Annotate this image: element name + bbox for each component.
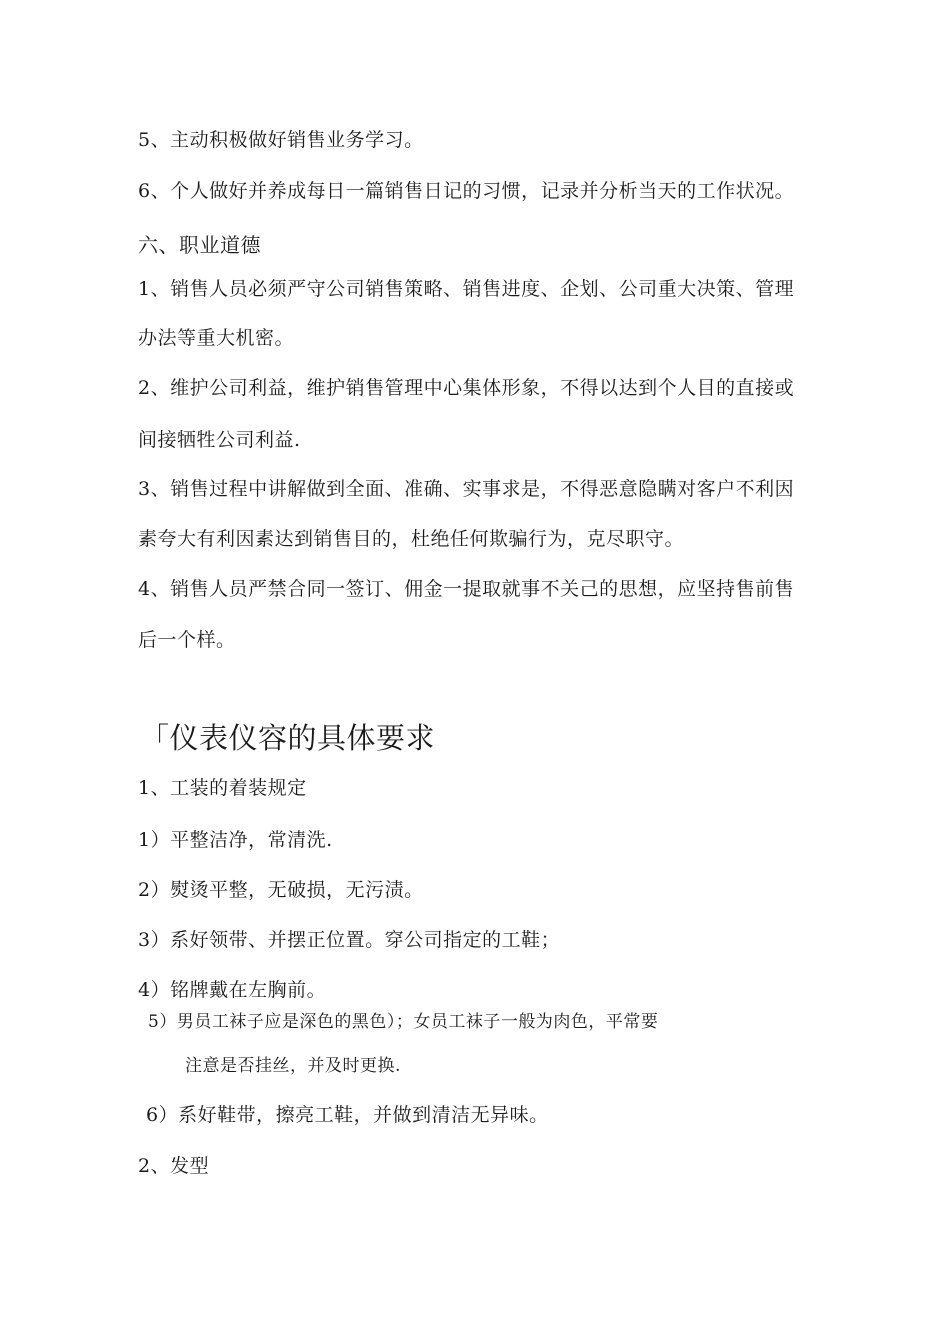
uniform-rule-3: 3）系好领带、并摆正位置。穿公司指定的工鞋；: [138, 929, 561, 951]
ethics-item-4-line-1: 4、销售人员严禁合同一签订、佣金一提取就事不关己的思想，应坚持售前售: [138, 578, 795, 600]
section-heading-ethics: 六、职业道德: [138, 233, 261, 257]
subheading-uniform: 1、工装的着装规定: [138, 777, 307, 799]
uniform-rule-5-line-1: 5）男员工袜子应是深色的黑色）；女员工袜子一般为肉色，平常要: [148, 1012, 659, 1032]
ethics-item-2-line-1: 2、维护公司利益，维护销售管理中心集体形象，不得以达到个人目的直接或: [138, 377, 795, 399]
uniform-rule-6: 6）系好鞋带，擦亮工鞋，并做到清洁无异味。: [146, 1104, 549, 1126]
ethics-item-1-line-1: 1、销售人员必须严守公司销售策略、销售进度、企划、公司重大决策、管理: [138, 278, 795, 300]
section-heading-appearance: 「仪表仪容的具体要求: [140, 721, 436, 755]
ethics-item-3-line-2: 素夸大有利因素达到销售目的，杜绝任何欺骗行为，克尽职守。: [138, 528, 685, 550]
uniform-rule-1: 1）平整洁净，常清洗.: [138, 829, 333, 851]
subheading-hairstyle: 2、发型: [138, 1155, 210, 1177]
list-item-sales-diary: 6、个人做好并养成每日一篇销售日记的习惯，记录并分析当天的工作状况。: [138, 180, 795, 202]
ethics-item-3-line-1: 3、销售过程中讲解做到全面、准确、实事求是，不得恶意隐瞒对客户不利因: [138, 478, 795, 500]
ethics-item-4-line-2: 后一个样。: [138, 629, 236, 651]
ethics-item-1-line-2: 办法等重大机密。: [138, 327, 295, 349]
uniform-rule-2: 2）熨烫平整，无破损，无污渍。: [138, 879, 424, 901]
list-item-study: 5、主动积极做好销售业务学习。: [138, 129, 424, 151]
ethics-item-2-line-2: 间接牺牲公司利益.: [138, 429, 301, 451]
uniform-rule-4: 4）铭牌戴在左胸前。: [138, 979, 327, 1001]
uniform-rule-5-line-2: 注意是否挂丝，并及时更换.: [185, 1056, 401, 1076]
